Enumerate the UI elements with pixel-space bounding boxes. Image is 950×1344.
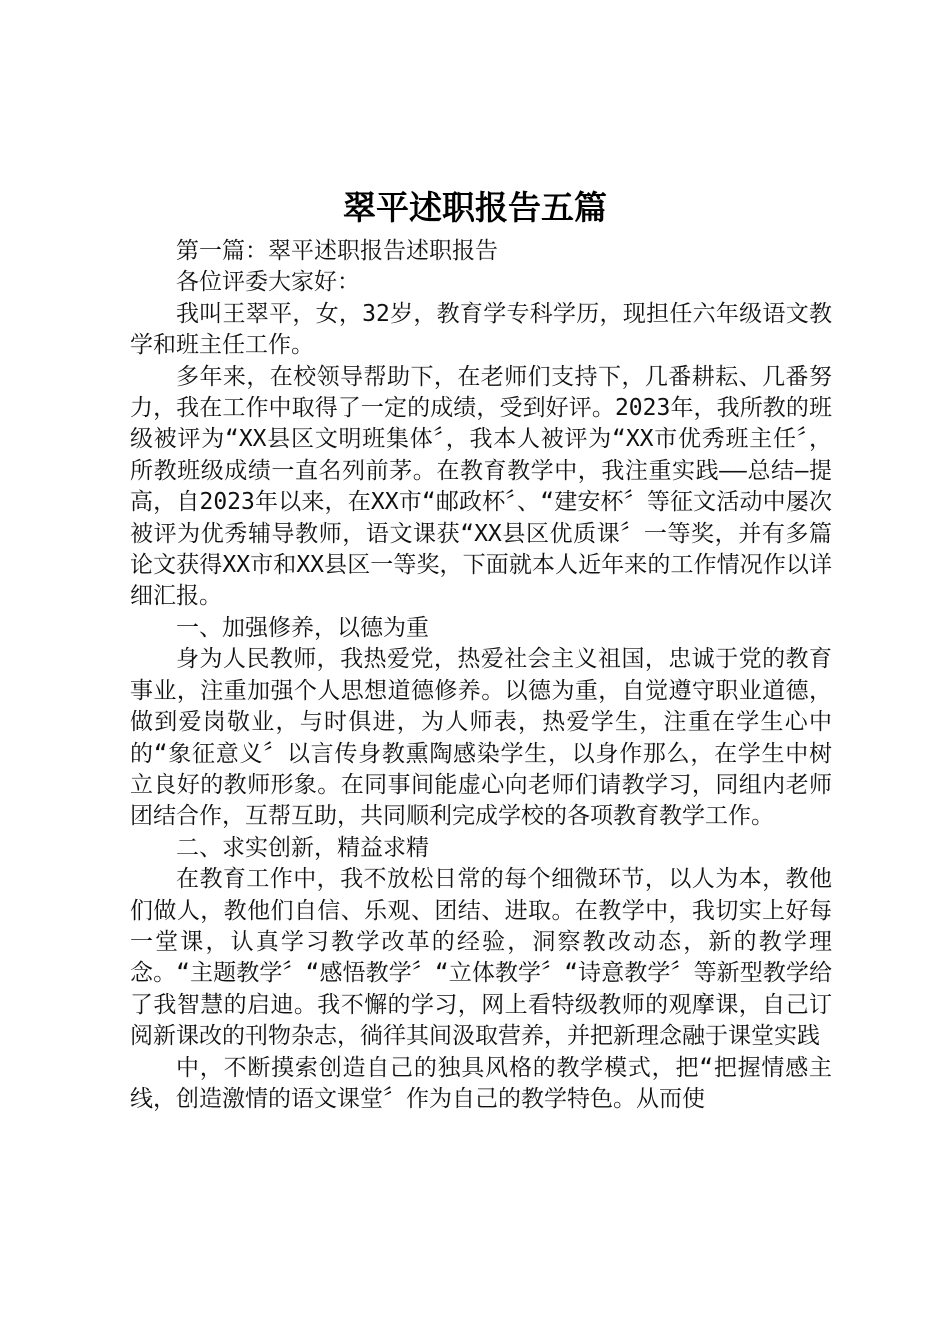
paragraph-section-heading: 第一篇：翠平述职报告述职报告 bbox=[176, 238, 498, 264]
paragraph-salutation: 各位评委大家好： bbox=[176, 269, 360, 296]
paragraph-teaching: 在教育工作中，我不放松日常的每个细微环节，以人为本，教他们做人，教他们自信、乐观、团结、进取。在教学中，我切实上好每一堂课，认真学习教学改革的经验，洞察教改动态，新的教学理念。“主题教学〞“感悟教学〞“立体教学〞“诗意教学〞等新型教学给了我智慧的启迪。我不懈的学习，网上看特级教师的观摩课，自己订阅新课改的刊物杂志，徜徉其间汲取营养，并把新理念融于课堂实践 bbox=[130, 866, 832, 1050]
paragraph-continuation: 中，不断摸索创造自己的独具风格的教学模式，把“把握情感主线，创造激情的语文课堂〞作为自己的教学特色。从而使 bbox=[130, 1054, 832, 1112]
paragraph-morality: 身为人民教师，我热爱党，热爱社会主义祖国，忠诚于党的教育事业，注重加强个人思想道德修养。以德为重，自觉遵守职业道德，做到爱岗敬业，与时俱进，为人师表，热爱学生，注重在学生心中的“象征意义〞以言传身教熏陶感染学生，以身作那么，在学生中树立良好的教师形象。在同事间能虚心向老师们请教学习，同组内老师团结合作，互帮互助，共同顺利完成学校的各项教育教学工作。 bbox=[130, 646, 832, 830]
document-title: 翠平述职报告五篇 bbox=[343, 188, 607, 227]
paragraph-heading-2: 二、求实创新，精益求精 bbox=[176, 834, 429, 861]
paragraph-introduction: 我叫王翠平，女，32岁，教育学专科学历，现担任六年级语文教学和班主任工作。 bbox=[130, 300, 832, 359]
paragraph-heading-1: 一、加强修养，以德为重 bbox=[176, 614, 429, 641]
document-body bbox=[130, 236, 832, 1115]
paragraph-achievements: 多年来，在校领导帮助下，在老师们支持下，几番耕耘、几番努力，我在工作中取得了一定的成绩，受到好评。2023年，我所教的班级被评为“XX县区文明班集体〞，我本人被评为“XX市优秀班主任〞，所教班级成绩一直名列前茅。在教育教学中，我注重实践——总结—提高，自2023年以来，在XX市“邮政杯〞、“建安杯〞等征文活动中屡次被评为优秀辅导教师，语文课获“XX县区优质课〞一等奖，并有多篇论文获得XX市和XX县区一等奖，下面就本人近年来的工作情况作以详细汇报。 bbox=[130, 363, 832, 610]
